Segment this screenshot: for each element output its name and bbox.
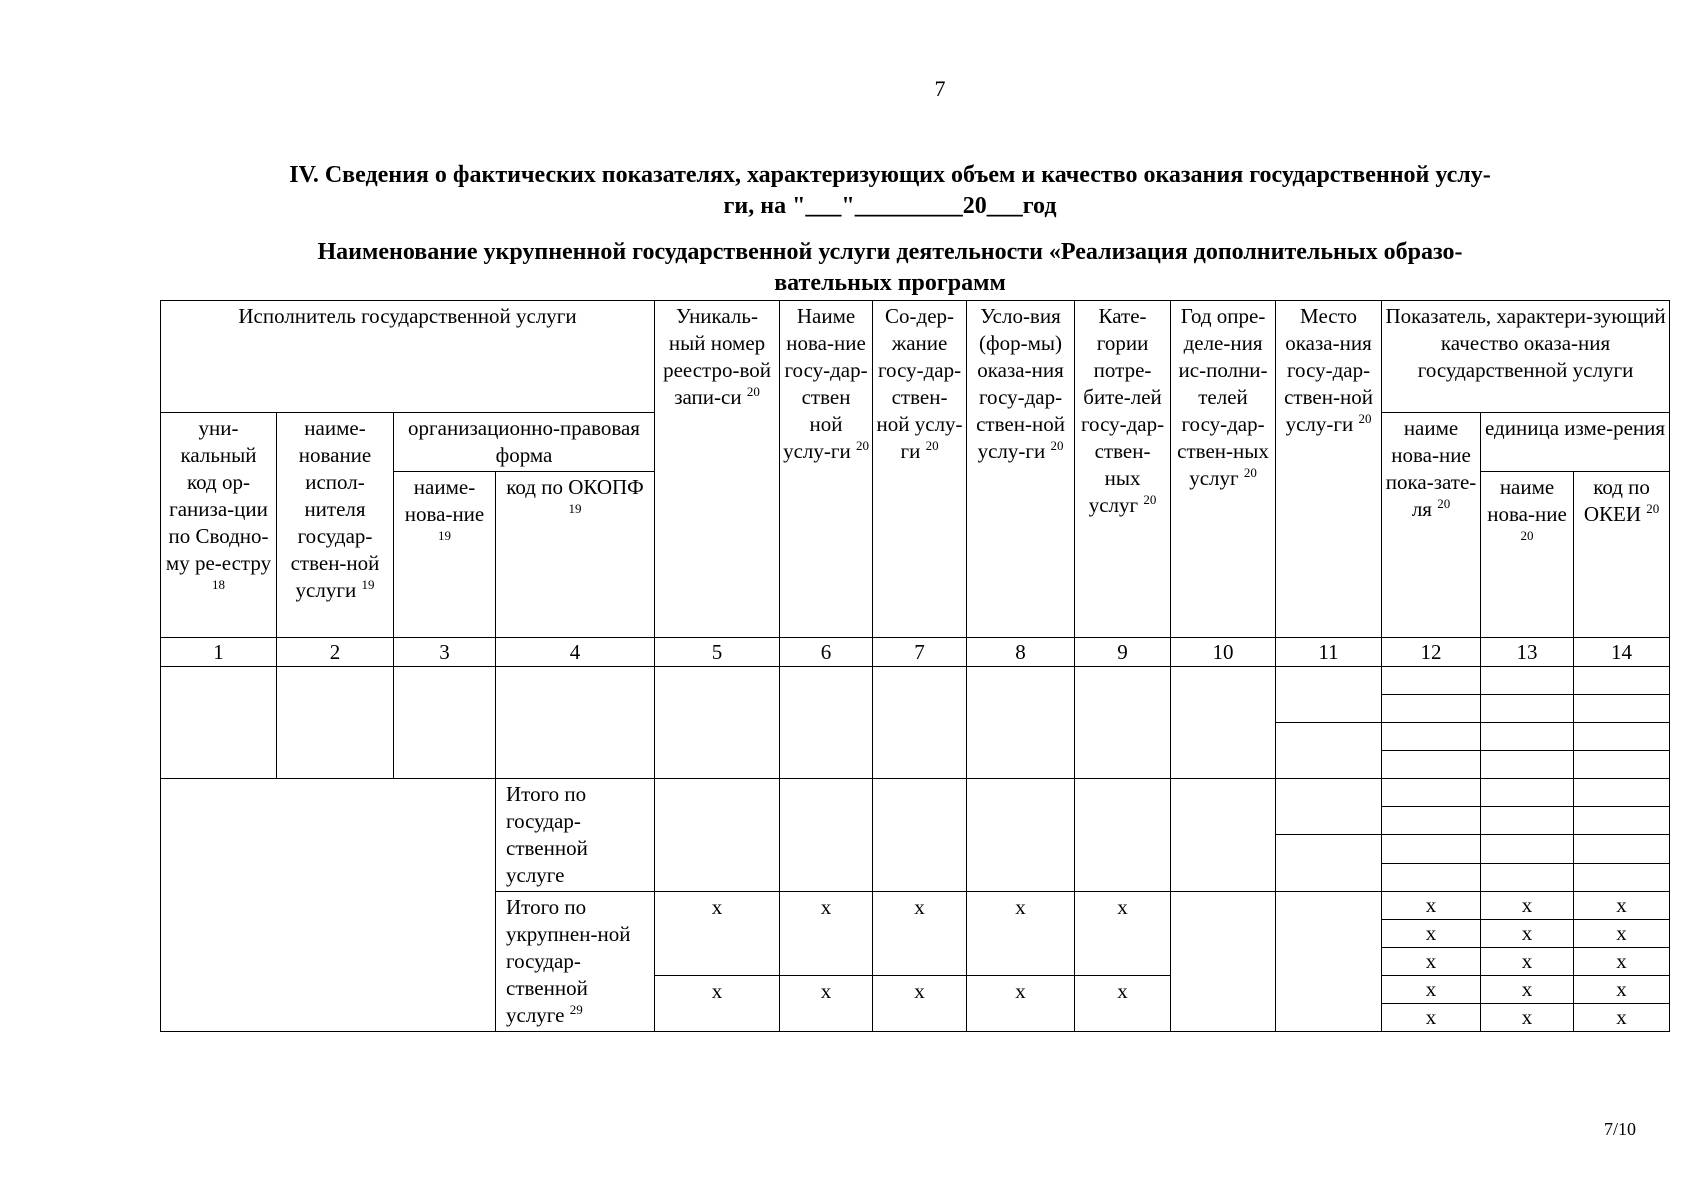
- data-cell[interactable]: [1276, 892, 1382, 1032]
- page-footer: 7/10: [1603, 1119, 1636, 1139]
- service-heading: [160, 237, 1620, 299]
- data-cell[interactable]: [655, 667, 780, 779]
- x-mark: x: [655, 892, 780, 976]
- data-cell[interactable]: [1574, 807, 1670, 835]
- x-mark: x: [1574, 948, 1670, 976]
- data-cell[interactable]: [1574, 835, 1670, 864]
- x-mark: x: [1481, 976, 1574, 1004]
- data-cell[interactable]: [1481, 807, 1574, 835]
- indicator-name-header: наиме нова-ние пока-зате-ля $^{20}$: [1382, 413, 1481, 638]
- x-mark: x: [1481, 1004, 1574, 1032]
- executor-header: Исполнитель государственной услуги: [161, 301, 655, 413]
- org-name-header: наиме-нова-ние $^{19}$: [394, 472, 496, 638]
- blank-area: [161, 779, 496, 1032]
- data-cell[interactable]: [1382, 835, 1481, 864]
- executor-name-header: наиме-нование испол-нителя государ-ствен-ной услуги $^{19}$: [277, 413, 394, 638]
- data-cell[interactable]: [1481, 835, 1574, 864]
- column-number: 4: [496, 638, 655, 667]
- data-cell[interactable]: [1382, 723, 1481, 751]
- data-cell[interactable]: [873, 667, 967, 779]
- unit-name-header: наиме нова-ние $^{20}$: [1481, 472, 1574, 638]
- data-cell[interactable]: [873, 779, 967, 892]
- data-cell[interactable]: [967, 667, 1075, 779]
- data-cell[interactable]: [1075, 779, 1171, 892]
- okopf-header: код по ОКОПФ $^{19}$: [496, 472, 655, 638]
- data-cell[interactable]: [1574, 751, 1670, 779]
- data-cell[interactable]: [496, 667, 655, 779]
- data-cell[interactable]: [780, 667, 873, 779]
- column-number: 5: [655, 638, 780, 667]
- indicators-table: [160, 300, 1670, 1032]
- total-service-label: Итого по государ-ственной услуге: [496, 779, 655, 892]
- data-cell[interactable]: [1171, 779, 1276, 892]
- data-cell[interactable]: [1075, 667, 1171, 779]
- data-cell[interactable]: [1574, 779, 1670, 807]
- column-number: 13: [1481, 638, 1574, 667]
- page-number: 7: [934, 76, 946, 101]
- x-mark: x: [1481, 948, 1574, 976]
- x-mark: x: [1481, 920, 1574, 948]
- data-cell[interactable]: [1481, 723, 1574, 751]
- x-mark: x: [1574, 976, 1670, 1004]
- column-number: 11: [1276, 638, 1382, 667]
- data-cell[interactable]: [1481, 864, 1574, 892]
- section-heading-line1: IV. Сведения о фактических показателях, характеризующих объем и качество оказания государственной услу-: [289, 162, 1491, 188]
- data-cell[interactable]: [1574, 723, 1670, 751]
- x-mark: x: [1382, 948, 1481, 976]
- column-number: 2: [277, 638, 394, 667]
- data-cell[interactable]: [394, 667, 496, 779]
- data-cell[interactable]: [1481, 667, 1574, 695]
- data-cell[interactable]: [1171, 892, 1276, 1032]
- x-mark: x: [1574, 1004, 1670, 1032]
- content-header: Со-дер-жание госу-дар-ствен-ной услу-ги $^{20}$: [873, 301, 967, 638]
- section-heading: [160, 160, 1620, 222]
- data-cell[interactable]: [1481, 779, 1574, 807]
- x-mark: x: [1075, 892, 1171, 976]
- data-cell[interactable]: [1276, 835, 1382, 892]
- okei-header: код по ОКЕИ $^{20}$: [1574, 472, 1670, 638]
- categories-header: Кате-гории потре-бите-лей госу-дар-ствен-ных услуг $^{20}$: [1075, 301, 1171, 638]
- x-mark: x: [1382, 892, 1481, 920]
- data-cell[interactable]: [780, 779, 873, 892]
- x-mark: x: [1481, 892, 1574, 920]
- data-cell[interactable]: [1382, 667, 1481, 695]
- x-mark: x: [655, 976, 780, 1032]
- x-mark: x: [780, 892, 873, 976]
- column-number: 12: [1382, 638, 1481, 667]
- column-numbers-row: [161, 638, 1670, 667]
- x-mark: x: [780, 976, 873, 1032]
- service-heading-line1: Наименование укрупненной государственной услуги деятельности «Реализация дополнительных образо-: [317, 239, 1463, 265]
- data-cell[interactable]: [1382, 779, 1481, 807]
- unique-code-header: уни-кальный код ор-ганиза-ции по Сводно-му ре-естру $^{18}$: [161, 413, 277, 638]
- column-number: 7: [873, 638, 967, 667]
- data-cell[interactable]: [1382, 864, 1481, 892]
- data-cell[interactable]: [277, 667, 394, 779]
- data-cell[interactable]: [1574, 695, 1670, 723]
- section-heading-line2: ги, на "___"_________20___год: [723, 193, 1057, 219]
- x-mark: x: [967, 892, 1075, 976]
- column-number: 1: [161, 638, 277, 667]
- data-cell[interactable]: [967, 779, 1075, 892]
- x-mark: x: [873, 976, 967, 1032]
- x-mark: x: [1382, 920, 1481, 948]
- service-name-header: Наиме нова-ние госу-дар-ствен ной услу-ги $^{20}$: [780, 301, 873, 638]
- year-header: Год опре-деле-ния ис-полни-телей госу-дар-ствен-ных услуг $^{20}$: [1171, 301, 1276, 638]
- x-mark: x: [1574, 920, 1670, 948]
- column-number: 8: [967, 638, 1075, 667]
- data-cell[interactable]: [1382, 751, 1481, 779]
- data-cell[interactable]: [1574, 864, 1670, 892]
- data-cell[interactable]: [1574, 667, 1670, 695]
- unit-header: единица изме-рения: [1481, 413, 1670, 472]
- data-cell[interactable]: [1171, 667, 1276, 779]
- x-mark: x: [967, 976, 1075, 1032]
- x-mark: x: [873, 892, 967, 976]
- data-cell[interactable]: [1481, 751, 1574, 779]
- column-number: 14: [1574, 638, 1670, 667]
- column-number: 3: [394, 638, 496, 667]
- column-number: 9: [1075, 638, 1171, 667]
- column-number: 10: [1171, 638, 1276, 667]
- x-mark: x: [1574, 892, 1670, 920]
- quality-header: Показатель, характери-зующий качество оказа-ния государственной услуги: [1382, 301, 1670, 413]
- registry-number-header: Уникаль-ный номер реестро-вой запи-си $^{20}$: [655, 301, 780, 638]
- data-cell[interactable]: [1382, 807, 1481, 835]
- data-cell[interactable]: [1276, 667, 1382, 723]
- place-header: Место оказа-ния госу-дар-ствен-ной услу-ги $^{20}$: [1276, 301, 1382, 638]
- x-mark: x: [1382, 1004, 1481, 1032]
- total-enlarged-label: Итого по укрупнен-ной государ-ственной услуге $^{29}$: [496, 892, 655, 1032]
- data-cell[interactable]: [161, 667, 277, 779]
- org-form-header: организационно-правовая форма: [394, 413, 655, 472]
- x-mark: x: [1075, 976, 1171, 1032]
- x-mark: x: [1382, 976, 1481, 1004]
- data-cell[interactable]: [655, 779, 780, 892]
- data-cell[interactable]: [1276, 779, 1382, 835]
- service-heading-line2: вательных программ: [774, 270, 1006, 296]
- column-number: 6: [780, 638, 873, 667]
- data-cell[interactable]: [1481, 695, 1574, 723]
- data-cell[interactable]: [1382, 695, 1481, 723]
- conditions-header: Усло-вия (фор-мы) оказа-ния госу-дар-ствен-ной услу-ги $^{20}$: [967, 301, 1075, 638]
- data-cell[interactable]: [1276, 723, 1382, 779]
